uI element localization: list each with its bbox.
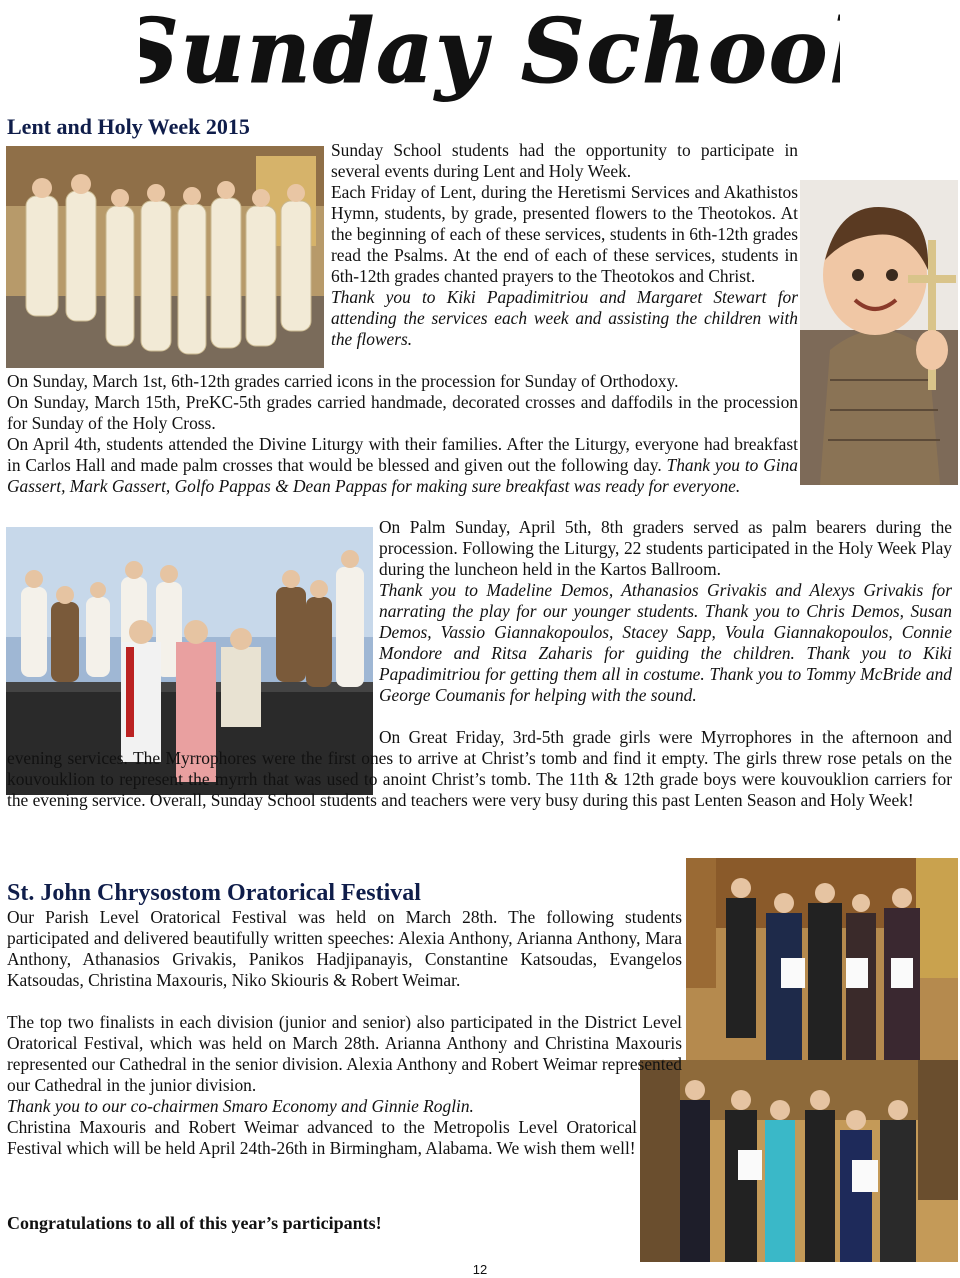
oratorical-text-district-b xyxy=(7,1096,637,1159)
april-4-thanks: Thank you to Gina Gassert, Mark Gassert, Golfo Pappas & Dean Pappas for making sure breakfast was ready for everyone. xyxy=(7,455,798,496)
masthead-title: Sunday School xyxy=(140,0,840,103)
paragraph-friday-services: Each Friday of Lent, during the Heretismi Services and Akathistos Hymn, students, by grade, presented flowers to the Theotokos. At the beginning of each of these services, students in 6th-12th grades read the Psalms. At the end of each of these services, students in 6th-12th grades chanted prayers to the Theotokos and Christ. xyxy=(331,182,798,286)
page-number: 12 xyxy=(472,1262,488,1277)
paragraph-april-4 xyxy=(7,434,798,497)
photo-students-robes xyxy=(6,146,324,368)
lent-text-palm-column xyxy=(379,517,952,706)
paragraph-district-level: The top two finalists in each division (junior and senior) also participated in the District Level Oratorical Festival, which was held on March 28th. Arianna Anthony and Christina Maxouris represented our Cathedral in the senior division. Alexia Anthony and Robert Weimar represented our Cathedral in the junior division. xyxy=(7,1012,682,1095)
congratulations-line: Congratulations to all of this year’s participants! xyxy=(7,1213,382,1233)
oratorical-text-upper xyxy=(7,907,682,991)
paragraph-district-thanks xyxy=(7,1096,637,1117)
paragraph-intro: Sunday School students had the opportunity to participate in several events during Lent and Holy Week. xyxy=(331,140,798,181)
lent-text-intro-column xyxy=(331,140,798,350)
paragraph-palm-sunday: On Palm Sunday, April 5th, 8th graders served as palm bearers during the procession. Following the Liturgy, 22 students participated in the Holy Week Play during the luncheon held in the Kartos Ballroom. xyxy=(379,517,952,579)
district-thanks-text: Thank you to our co-chairmen Smaro Economy and Ginnie Roglin. xyxy=(7,1096,474,1116)
masthead xyxy=(140,0,840,110)
friday-thanks-text: Thank you to Kiki Papadimitriou and Margaret Stewart for attending the services each week and assisting the children with the flowers. xyxy=(331,287,798,349)
paragraph-palm-thanks xyxy=(379,580,952,706)
section-heading-lent: Lent and Holy Week 2015 xyxy=(7,114,250,139)
paragraph-great-friday: On Great Friday, 3rd-5th grade girls were Myrrophores in the afternoon and evening services. The Myrrophores were the first ones to arrive at Christ’s tomb and find it empty. The girls threw rose petals on the kouvouklion to represent the myrrh that was used to anoint Christ’s tomb. The 11th & 12th grade boys were kouvouklion carriers for the evening service. Overall, Sunday School students and teachers were very busy during this past Lenten Season and Holy Week! xyxy=(7,727,952,810)
masthead-title-graphic xyxy=(140,0,840,110)
photo-oratorical-junior xyxy=(640,1060,958,1262)
paragraph-march-1: On Sunday, March 1st, 6th-12th grades carried icons in the procession for Sunday of Orthodoxy. xyxy=(7,371,679,391)
paragraph-march-15: On Sunday, March 15th, PreKC-5th grades carried handmade, decorated crosses and daffodils in the procession for Sunday of the Holy Cross. xyxy=(7,392,798,433)
paragraph-parish-level: Our Parish Level Oratorical Festival was held on March 28th. The following students participated and delivered beautifully written speeches: Alexia Anthony, Arianna Anthony, Mara Anthony, Athanasios Grivakis, Panikos Hadjipanayis, Constantine Katsoudas, Evangelos Katsoudas, Christina Maxouris, Niko Skiouris & Robert Weimar. xyxy=(7,907,682,990)
photo-boy-palm-cross xyxy=(800,180,958,485)
april-4-text: On April 4th, students attended the Divine Liturgy with their families. After the Liturgy, everyone had breakfast in Carlos Hall and made palm crosses that would be blessed and given out the following day. xyxy=(7,434,798,475)
paragraph-friday-thanks xyxy=(331,287,798,350)
lent-text-fullwidth xyxy=(7,371,798,497)
paragraph-metropolis-level: Christina Maxouris and Robert Weimar advanced to the Metropolis Level Oratorical Festival which will be held April 24th-26th in Birmingham, Alabama. We wish them well! xyxy=(7,1117,637,1158)
photo-oratorical-senior xyxy=(686,858,958,1060)
section-heading-oratorical: St. John Chrysostom Oratorical Festival xyxy=(7,880,421,906)
lent-text-great-friday xyxy=(7,727,952,811)
palm-thanks-text: Thank you to Madeline Demos, Athanasios Grivakis and Alexys Grivakis for narrating the play for our younger students. Thank you to Chris Demos, Susan Demos, Vassio Giannakopoulos, Stacey Sapp, Voula Giannakopoulos, Connie Mondore and Ritsa Zaharis for guiding the children. Thank you to Kiki Papadimitriou for getting them all in costume. Thank you to Tommy McBride and George Coumanis for helping with the sound. xyxy=(379,580,952,705)
oratorical-text-district-a xyxy=(7,1012,682,1096)
